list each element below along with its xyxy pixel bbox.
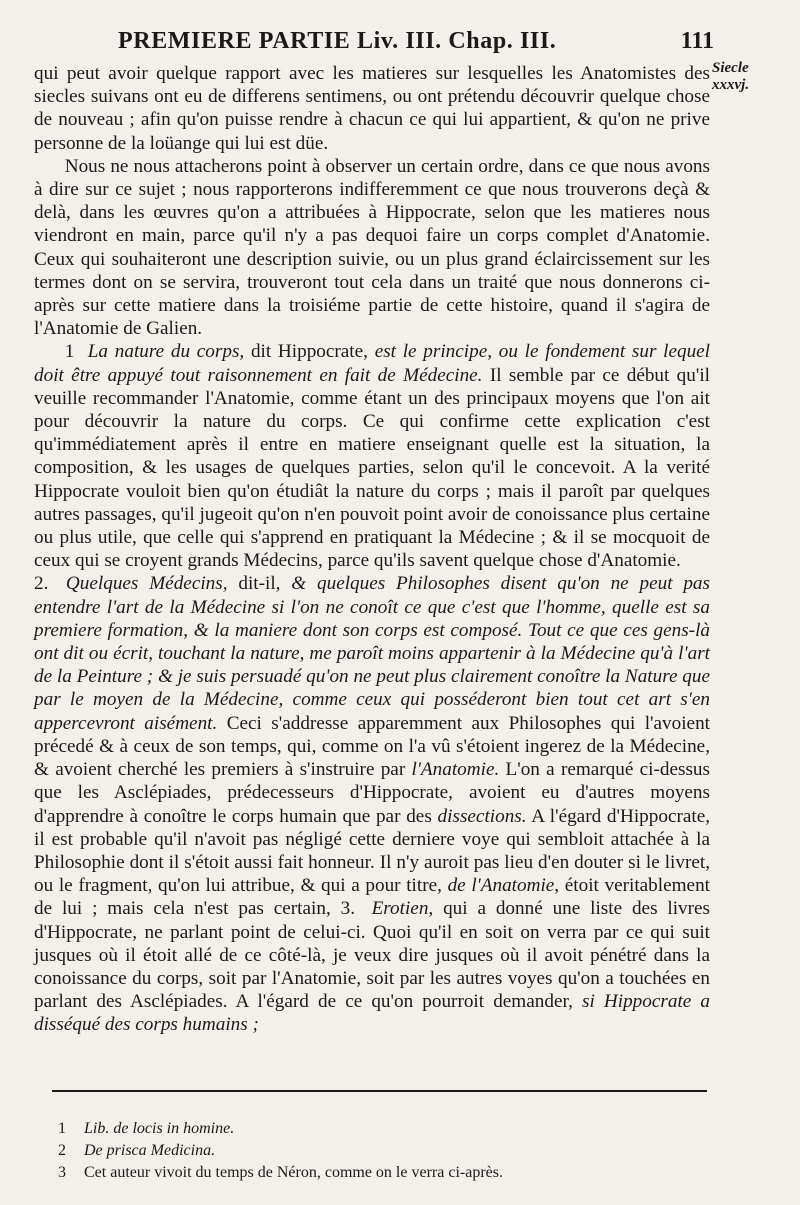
text: dit-il, [238, 573, 281, 595]
footnote-text: De prisca Medicina. [84, 1142, 216, 1159]
footnote-divider [52, 1090, 707, 1092]
text: Ceci s'addresse apparemment aux Philosophes qui l'avoient précedé & à ceux de son temps, qui, comme on l'a vû s'étoient ingerez de la Médecine, & avoient cherché les premiers à s'instruire par [34, 712, 710, 781]
running-title: PREMIERE PARTIE Liv. III. Chap. III. [118, 28, 557, 54]
quote: La nature du corps, [87, 341, 245, 363]
footnote-item [58, 1162, 698, 1184]
quote: de l'Anatomie, [447, 875, 560, 897]
footnote-ref: 3. [340, 898, 355, 920]
paragraph-number: 2. [34, 573, 49, 595]
footnote-number: 2 [58, 1142, 66, 1159]
paragraph-nature-du-corps [34, 340, 710, 572]
footnote-item [58, 1118, 698, 1140]
text: Il semble par ce début qu'il veuille recommander l'Anatomie, comme étant un des principaux moyens que l'on ait pour découvrir la nature du corps. Ce qui confirme cette explication c'est qu'immédiatement après il entre en matiere enseignant quelle est la situation, la composition, & les usages de quelques parties, selon qu'il le concevoit. A la verité Hippocrate vouloit bien qu'on étudiât la nature du corps ; mais il paroît par quelques autres passages, qu'il jugeoit qu'on n'en pouvoit point avoir de conoissance plus certaine ou plus utile, que celle qui s'apprend en pratiquant la Médecine ; & il se mocquoit de ceux qui se croyent grands Médecins, parce qu'ils savent quelque chose d'Anatomie. [34, 364, 710, 572]
text: qui a donné une liste des livres d'Hippocrate, ne parlant point de celui-ci. Quoi qu'il en soit on verra par ce qui suit jusques où il étoit allé de ce côté-là, je veux dire jusques où il avoit pénétré dans la conoissance du corps, soit par l'Anatomie, soit par les autres voyes qu'on a touchées en parlant des Asclépiades. A l'égard de ce qu'on pourroit demander, [34, 898, 711, 1013]
quote: l'Anatomie. [411, 759, 500, 781]
footnote-text: Cet auteur vivoit du temps de Néron, comme on le verra ci-après. [84, 1164, 503, 1181]
quote: si Hippocrate a disséqué des corps humains ; [34, 991, 710, 1036]
text: dit Hippocrate, [250, 341, 368, 363]
paragraph-continuation: qui peut avoir quelque rapport avec les matieres sur lesquelles les Anatomistes des siecles suivans ont eu de differens sentimens, ou ont prétendu découvrir quelque chose de nouveau ; afin qu'on puisse rendre à chacun ce qui lui appartient, & qu'on ne prive personne de la loüange qui lui est düe. [34, 63, 710, 154]
footnote-text: Lib. de locis in homine. [84, 1120, 235, 1137]
footnote-number: 1 [58, 1120, 66, 1137]
footnote-item [58, 1140, 698, 1162]
margin-note [712, 60, 792, 94]
quote: est le principe, ou le fondement sur lequel doit être appuyé tout raisonnement en fait de Médecine. [34, 341, 711, 386]
quote: Quelques Médecins, [65, 573, 228, 595]
quote: dissections. [437, 805, 527, 827]
quote: & quelques Philosophes disent qu'on ne peut pas entendre l'art de la Médecine si l'on ne conoît ce que c'est que l'homme, quelle est sa premiere formation, & la maniere dont son corps est composé. Tout ce que ces gens-là ont dit ou écrit, touchant la nature, me paroît moins appartenir à la Médecine qu'à l'art de la Peinture ; & je suis persuadé qu'on ne peut plus clairement conoître la Nature que par le moyen de la Médecine, comme ceux qui posséderont bien tout cet art s'en appercevront aisément. [34, 573, 710, 734]
text: A l'égard d'Hippocrate, il est probable qu'il n'avoit pas négligé cette derniere voye qui sembloit attachée à la Philosophie dont il s'étoit aussi fait honneur. Il n'y auroit pas lieu d'en douter si le livret, ou le fragment, qu'on lui attribue, & qui a pour titre, [34, 805, 711, 897]
quote: Erotien, [371, 898, 434, 920]
footnote-number: 3 [58, 1164, 66, 1181]
paragraph-number: 1 [64, 341, 75, 363]
footnotes [58, 1118, 698, 1184]
body-text [34, 62, 710, 1037]
margin-note-century: Siecle [712, 60, 749, 76]
page-header [118, 28, 718, 62]
margin-note-number: xxxvj. [712, 77, 750, 93]
paragraph-medecins [34, 572, 710, 1036]
text: étoit veritablement de lui ; mais cela n'est pas certain, [34, 875, 710, 920]
paragraph-intro: Nous ne nous attacherons point à observer un certain ordre, dans ce que nous avons à dire sur ce sujet ; nous rapporterons indifferemment ce que nous trouverons deçà & delà, dans les œuvres qu'on a attribuées à Hippocrate, selon que les matieres nous viendront en main, parce qu'il n'y a pas dequoi faire un corps complet d'Anatomie. Ceux qui souhaiteront une description suivie, ou un plus grand éclaircissement sur les termes dont on se servira, trouveront tout cela dans un traité que nous donnerons ci-après sur cette matiere dans la troisiéme partie de cette histoire, quand il s'agira de l'Anatomie de Galien. [34, 155, 710, 340]
text: L'on a remarqué ci-dessus que les Asclépiades, prédecesseurs d'Hippocrate, avoient eu d'autres moyens d'apprendre à conoître le corps humain que par des [34, 759, 710, 827]
page-number: 111 [680, 28, 714, 54]
